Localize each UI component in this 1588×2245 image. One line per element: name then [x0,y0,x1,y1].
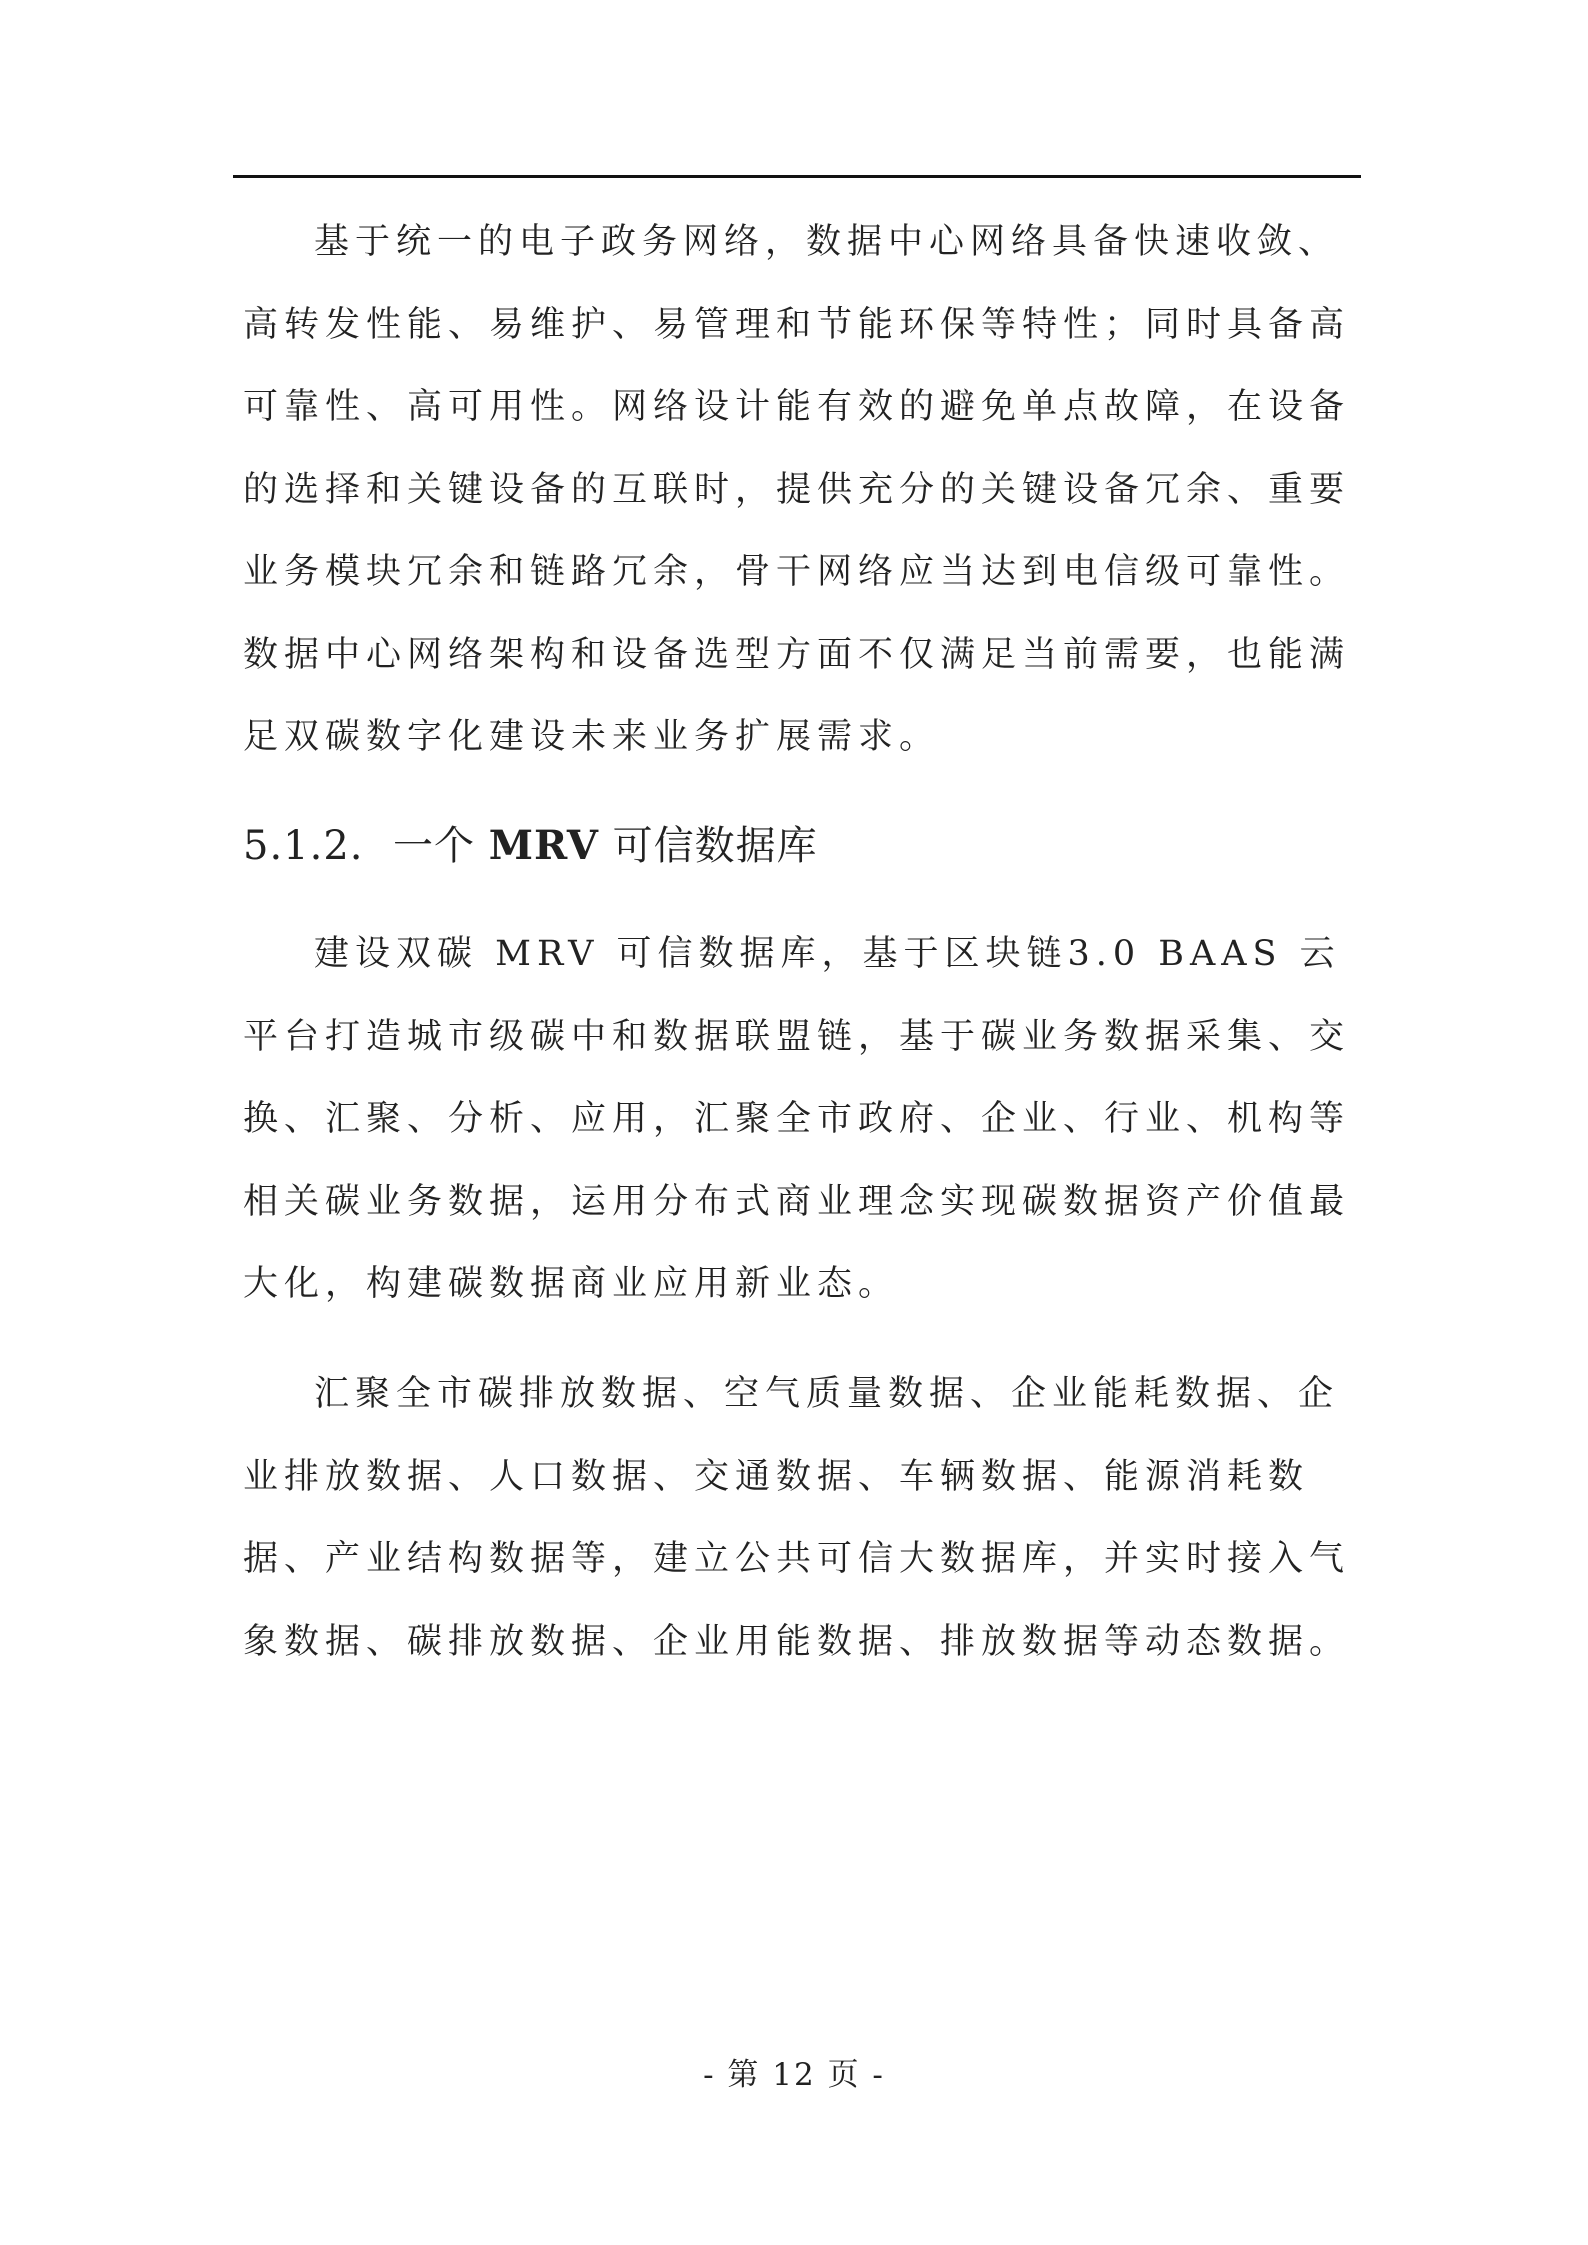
page-number: - 第 12 页 - [703,2057,885,2093]
paragraph-data-aggregation: 汇聚全市碳排放数据、空气质量数据、企业能耗数据、企业排放数据、人口数据、交通数据、车辆数据、能源消耗数据、产业结构数据等，建立公共可信大数据库，并实时接入气象数据、碳排放数据、企业用能数据、排放数据等动态数据。 [243,1374,1351,1662]
paragraph-mrv-database: 建设双碳 MRV 可信数据库，基于区块链3.0 BAAS 云平台打造城市级碳中和数据联盟链，基于碳业务数据采集、交换、汇聚、分析、应用，汇聚全市政府、企业、行业、机构等相关碳业务数据，运用分布式商业理念实现碳数据资产价值最大化，构建碳数据商业应用新业态。 [243,934,1351,1304]
section-title-prefix: 一个 [393,823,489,869]
section-title-suffix: 可信数据库 [598,823,818,869]
section-heading [243,805,1361,887]
section-title-mrv: MRV [488,822,599,869]
paragraph-network: 基于统一的电子政务网络，数据中心网络具备快速收敛、高转发性能、易维护、易管理和节能环保等特性；同时具备高可靠性、高可用性。网络设计能有效的避免单点故障，在设备的选择和关键设备的互联时，提供充分的关键设备冗余、重要业务模块冗余和链路冗余，骨干网络应当达到电信级可靠性。数据中心网络架构和设备选型方面不仅满足当前需要，也能满足双碳数字化建设未来业务扩展需求。 [243,222,1351,757]
section-number: 5.1.2. [243,823,364,869]
header-rule [233,175,1361,178]
